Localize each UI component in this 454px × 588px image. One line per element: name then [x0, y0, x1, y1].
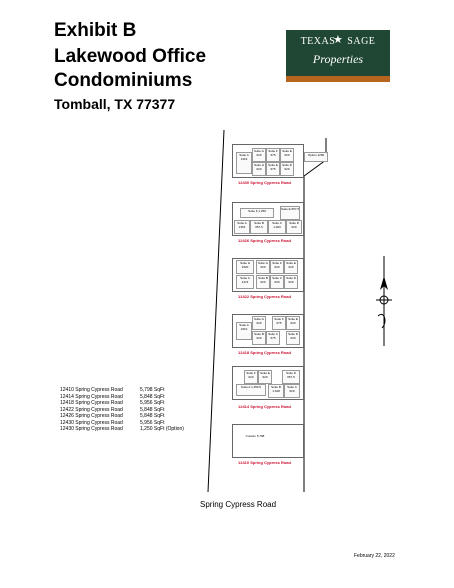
size-legend [60, 387, 184, 433]
road-label: 12418 Spring Cypress Road [238, 350, 291, 355]
suite-cell: Suite E 620 [258, 370, 272, 384]
legend-row: 12422 Spring Cypress Road 5,848 SqFt [60, 406, 165, 413]
road-label: 12430 Spring Cypress Road [238, 180, 291, 185]
title-line-3: Condominiums [54, 70, 193, 91]
suite-cell: Suite D 657.5 [282, 370, 300, 384]
legend-row: 12414 Spring Cypress Road 5,848 SqFt [60, 393, 165, 400]
suite-cell: Suite D 620 [286, 220, 302, 234]
suite-cell: Suite C 620 [270, 275, 284, 289]
suite-cell: Suite G 620 [252, 316, 266, 330]
suite-cell: Suite E 675 [266, 162, 280, 176]
subtitle: Tomball, TX 77377 [54, 96, 176, 112]
road-label: 12426 Spring Cypress Road [238, 238, 291, 243]
suite-cell: Suite C 620 [284, 384, 300, 398]
star-icon: ★ [333, 34, 343, 46]
suite-cell: Suite F 675 [272, 316, 286, 330]
road-label: 12414 Spring Cypress Road [238, 404, 291, 409]
suite-cell: Suite G 620 [256, 260, 270, 274]
north-arrow-icon [374, 256, 394, 346]
suite-cell: Suite D 620 [280, 162, 294, 176]
suite-cell: Suite B 1,648 [268, 384, 284, 398]
suite-cell: Suite B 657.5 [250, 220, 268, 234]
road-label: 12410 Spring Cypress Road [238, 460, 291, 465]
suite-cell: Suite F 675 [266, 148, 280, 162]
legend-row: 12426 Spring Cypress Road 5,848 SqFt [60, 413, 165, 419]
suite-cell: Suite F 1,250 [240, 208, 274, 218]
title-line-1: Exhibit B [54, 20, 137, 41]
suite-cell: Suite H 1520 [236, 260, 254, 274]
document-date: February 22, 2022 [354, 553, 395, 559]
logo-top-text: TEXAS SAGE [300, 36, 376, 47]
suite-cell: Suite D 620 [286, 331, 300, 345]
suite-cell: Suite C 675 [266, 331, 280, 345]
road-label: 12422 Spring Cypress Road [238, 294, 291, 299]
suite-cell: Suite A 1319 [236, 152, 252, 174]
suite-cell: Suite A 1,350.5 [236, 384, 266, 396]
suite-cell: Suite B 620 [252, 331, 266, 345]
suite-cell: Suite A 1473 [236, 275, 254, 289]
suite-cell: Suite D 620 [284, 275, 298, 289]
suite-cell: Suite E 657.5 [280, 206, 300, 220]
suite-cell: Suite C 1,000 [268, 220, 286, 234]
suite-cell: Suite E 620 [286, 316, 300, 330]
suite-cell: Option 1250 [304, 152, 328, 162]
legend-row: 12418 Spring Cypress Road 5,956 SqFt [60, 400, 165, 406]
legend-row: 12430 Spring Cypress Road 5,956 SqFt [60, 419, 165, 426]
bottom-road-label: Spring Cypress Road [200, 500, 277, 509]
logo-bottom-text: Properties [312, 52, 364, 66]
suite-cell: Suite G 620 [252, 148, 266, 162]
legend-row: 12430 Spring Cypress Road 1,250 SqFt (Option) [60, 426, 184, 432]
suite-cell: Suite A 1352 [234, 220, 250, 234]
suite-cell: Suite F 620 [270, 260, 284, 274]
suite-cell: Suite A 1610 [236, 322, 252, 340]
suite-cell: Suite H 620 [252, 162, 266, 176]
title-line-2: Lakewood Office [54, 46, 207, 67]
suite-cell: Suite E 620 [280, 148, 294, 162]
suite-cell: Suite E 620 [284, 260, 298, 274]
suite-cell: Custom 5,798 [245, 434, 265, 438]
suite-cell: Suite F 620 [244, 370, 258, 384]
legend-row: 12410 Spring Cypress Road 5,798 SqFt [60, 387, 165, 393]
suite-cell: Suite B 620 [256, 275, 270, 289]
